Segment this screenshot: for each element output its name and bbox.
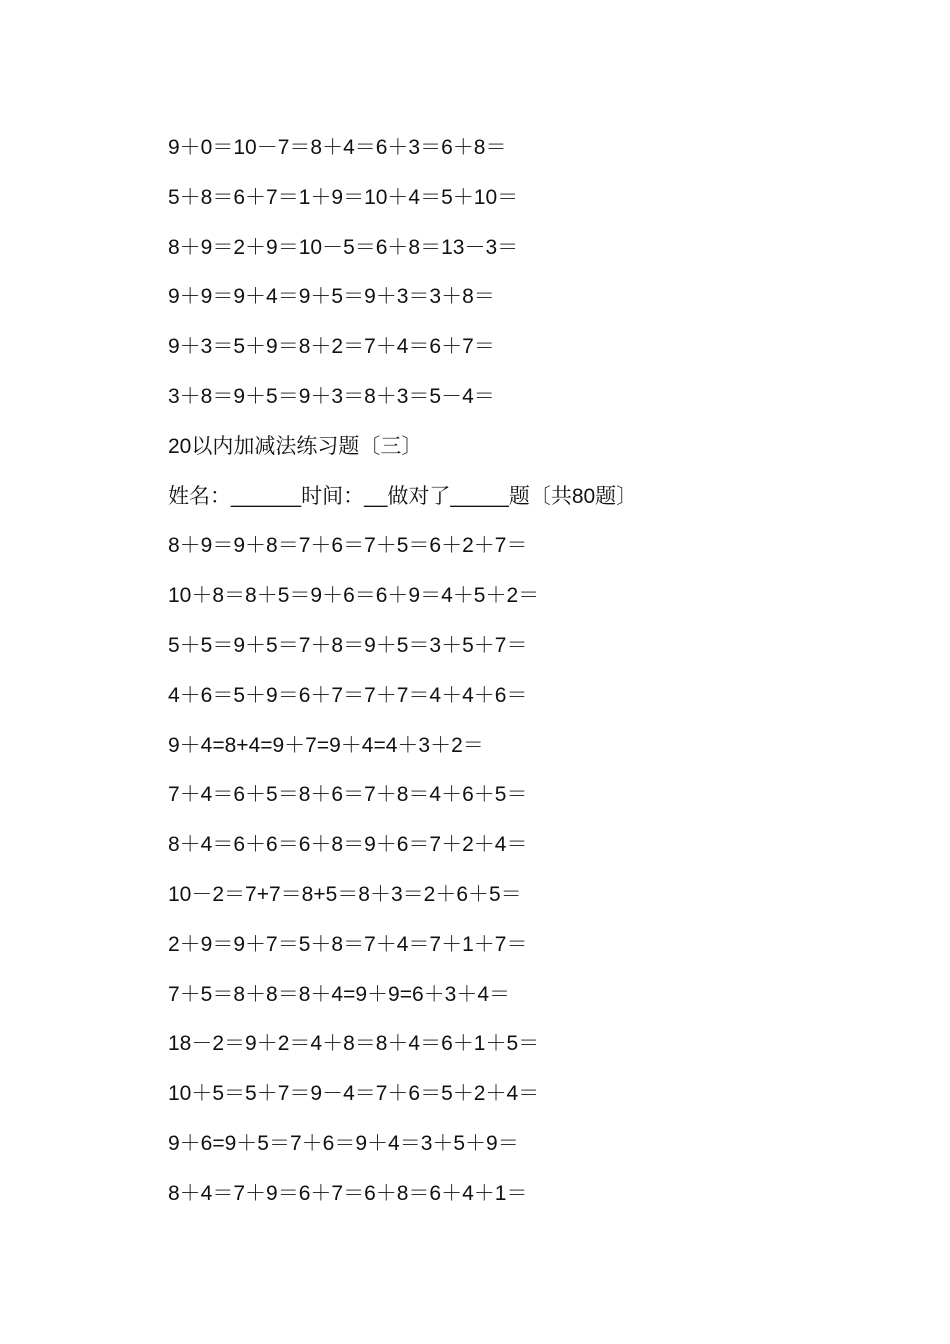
equation-line: 8＋9＝9＋8＝7＋6＝7＋5＝6＋2＋7＝ (168, 534, 528, 558)
equation-line: 7＋5＝8＋8＝8＋4=9＋9=6＋3＋4＝ (168, 982, 510, 1006)
equation-line: 9＋9＝9＋4＝9＋5＝9＋3＝3＋8＝ (168, 285, 495, 309)
equation-line: 3＋8＝9＋5＝9＋3＝8＋3＝5－4＝ (168, 384, 495, 408)
equation-line: 2＋9＝9＋7＝5＋8＝7＋4＝7＋1＋7＝ (168, 932, 528, 956)
equation-line: 5＋5＝9＋5＝7＋8＝9＋5＝3＋5＋7＝ (168, 633, 528, 657)
equation-line: 5＋8＝6＋7＝1＋9＝10＋4＝5＋10＝ (168, 185, 519, 209)
equation-line: 9＋6=9＋5＝7＋6＝9＋4＝3＋5＋9＝ (168, 1131, 519, 1155)
student-info-line: 姓名：______时间：__做对了_____题〔共80题〕 (168, 484, 638, 508)
equation-line: 8＋4＝6＋6＝6＋8＝9＋6＝7＋2＋4＝ (168, 833, 528, 857)
document-body (168, 123, 868, 1219)
section-title: 20以内加减法练习题〔三〕 (168, 434, 423, 458)
equation-line: 8＋4＝7＋9＝6＋7＝6＋8＝6＋4＋1＝ (168, 1181, 528, 1205)
equation-line: 18－2＝9＋2＝4＋8＝8＋4＝6＋1＋5＝ (168, 1032, 540, 1056)
equation-line: 8＋9＝2＋9＝10－5＝6＋8＝13－3＝ (168, 235, 519, 259)
equation-line: 10－2＝7+7＝8+5＝8＋3＝2＋6＋5＝ (168, 882, 522, 906)
equation-line: 9＋4=8+4=9＋7=9＋4=4＋3＋2＝ (168, 733, 484, 757)
equation-line: 9＋0＝10－7＝8＋4＝6＋3＝6＋8＝ (168, 136, 507, 159)
equation-line: 9＋3＝5＋9＝8＋2＝7＋4＝6＋7＝ (168, 335, 495, 359)
equation-line: 10＋5＝5＋7＝9－4＝7＋6＝5＋2＋4＝ (168, 1082, 540, 1106)
equation-line: 10＋8＝8＋5＝9＋6＝6＋9＝4＋5＋2＝ (168, 584, 540, 608)
equation-line: 7＋4＝6＋5＝8＋6＝7＋8＝4＋6＋5＝ (168, 783, 528, 807)
equation-line: 4＋6＝5＋9＝6＋7＝7＋7＝4＋4＋6＝ (168, 683, 528, 707)
